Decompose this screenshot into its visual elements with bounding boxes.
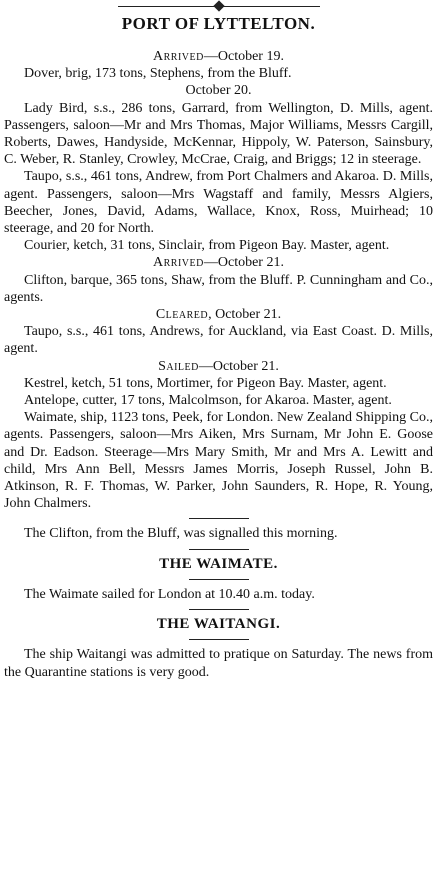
entry-taupo-cleared: Taupo, s.s., 461 tons, Andrews, for Auckland, via East Coast. D. Mills, agent.: [4, 324, 433, 357]
entry-antelope: Antelope, cutter, 17 tons, Malcolmson, for Akaroa. Master, agent.: [24, 393, 392, 409]
divider: [189, 609, 249, 610]
diamond-ornament-icon: [213, 0, 224, 11]
arrived-heading-2: Arrived—October 21.: [153, 255, 284, 271]
shipping-news-body: [4, 48, 433, 681]
arrived-heading-1: Arrived—October 19.: [153, 49, 284, 64]
section-title-waitangi: THE WAITANGI.: [156, 616, 281, 633]
entry-waimate: Waimate, ship, 1123 tons, Peek, for London. New Zealand Shipping Co., agents. Passengers, saloon—Mrs Aiken, Mrs Surnam, Mr John E. Goose and Dr. Eadson. Steerage—Mrs Mary Smith, Mr and Mrs A. Lewitt and child, Mrs Ann Bell, Messrs James Morris, Joseph Russel, John B. Atkinson, R. F. Thomas, W. Parker, John Saunders, R. Hope, R. Young, John Chalmers.: [4, 410, 433, 512]
section-text-waimate: The Waimate sailed for London at 10.40 a.m. today.: [24, 586, 315, 602]
entry-courier: Courier, ketch, 31 tons, Sinclair, from Pigeon Bay. Master, agent.: [24, 238, 390, 254]
note-clifton: The Clifton, from the Bluff, was signalled this morning.: [24, 526, 338, 542]
divider: [189, 549, 249, 550]
divider: [189, 639, 249, 640]
masthead-title: PORT OF LYTTELTON.: [121, 14, 316, 33]
divider: [189, 518, 249, 519]
divider: [189, 579, 249, 580]
section-title-waimate: THE WAIMATE.: [159, 555, 278, 572]
date-heading-oct20: October 20.: [185, 83, 252, 99]
entry-clifton: Clifton, barque, 365 tons, Shaw, from the Bluff. P. Cunningham and Co., agents.: [4, 272, 433, 305]
section-text-waitangi: The ship Waitangi was admitted to pratique on Saturday. The news from the Quarantine stations is very good.: [4, 647, 433, 680]
entry-kestrel: Kestrel, ketch, 51 tons, Mortimer, for Pigeon Bay. Master, agent.: [24, 375, 387, 391]
entry-dover: Dover, brig, 173 tons, Stephens, from the Bluff.: [24, 66, 292, 82]
entry-lady-bird: Lady Bird, s.s., 286 tons, Garrard, from Wellington, D. Mills, agent. Passengers, saloon—Mr and Mrs Thomas, Major Williams, Messrs Cargill, Roberts, Dawes, Handyside, McKennar, Hippoly, W. Paterson, Sainsbury, C. Weber, R. Stanley, Crowley, McCrae, Craig, and Briggs; 12 in steerage.: [4, 100, 433, 168]
entry-taupo-arrived: Taupo, s.s., 461 tons, Andrew, from Port Chalmers and Akaroa. D. Mills, agent. Passengers, saloon—Mrs Wagstaff and family, Messrs Algiers, Beecher, Jones, David, Adams, Wallace, Knox, Ross, Muirhead; 10 steerage, and 20 for North.: [4, 169, 433, 237]
cleared-heading: Cleared, October 21.: [155, 307, 282, 323]
sailed-heading: Sailed—October 21.: [158, 358, 279, 374]
